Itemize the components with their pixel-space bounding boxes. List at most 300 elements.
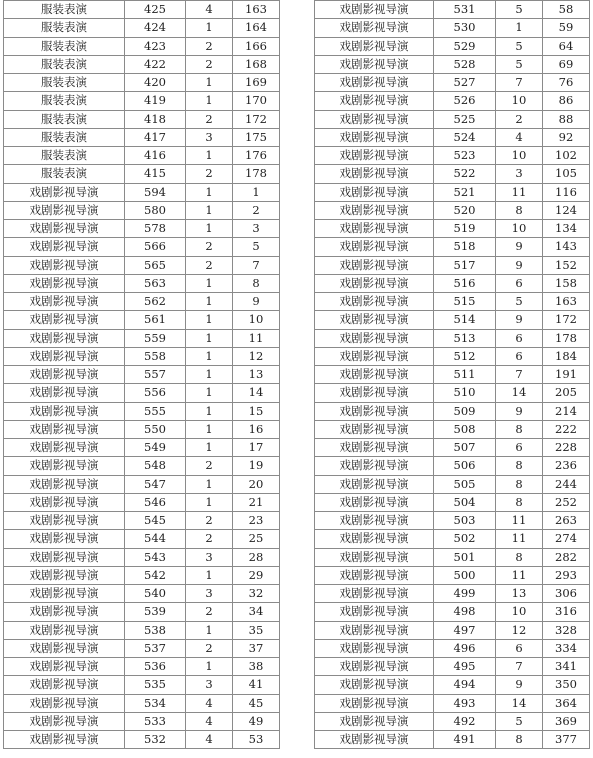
major-cell: 戏剧影视导演	[315, 92, 434, 110]
count-cell: 1	[186, 384, 233, 402]
major-cell: 戏剧影视导演	[4, 731, 125, 749]
count-cell: 2	[186, 457, 233, 475]
cumulative-cell: 236	[543, 457, 590, 475]
table-row	[315, 530, 590, 548]
score-cell: 518	[434, 238, 496, 256]
table-row	[315, 19, 590, 37]
table-row	[4, 74, 280, 92]
table-row	[4, 19, 280, 37]
cumulative-cell: 164	[233, 19, 280, 37]
count-cell: 1	[186, 475, 233, 493]
major-cell: 戏剧影视导演	[315, 147, 434, 165]
cumulative-cell: 163	[543, 293, 590, 311]
count-cell: 11	[496, 183, 543, 201]
major-cell: 戏剧影视导演	[4, 530, 125, 548]
table-row	[315, 201, 590, 219]
major-cell: 戏剧影视导演	[4, 566, 125, 584]
major-cell: 戏剧影视导演	[4, 402, 125, 420]
score-cell: 536	[125, 658, 186, 676]
table-row	[315, 92, 590, 110]
major-cell: 戏剧影视导演	[315, 1, 434, 19]
table-row	[315, 347, 590, 365]
major-cell: 戏剧影视导演	[4, 493, 125, 511]
major-cell: 戏剧影视导演	[4, 384, 125, 402]
major-cell: 戏剧影视导演	[4, 512, 125, 530]
score-cell: 513	[434, 329, 496, 347]
cumulative-cell: 25	[233, 530, 280, 548]
cumulative-cell: 184	[543, 347, 590, 365]
count-cell: 1	[186, 201, 233, 219]
major-cell: 戏剧影视导演	[4, 366, 125, 384]
table-row	[4, 37, 280, 55]
table-row	[4, 1, 280, 19]
cumulative-cell: 76	[543, 74, 590, 92]
score-cell: 512	[434, 347, 496, 365]
cumulative-cell: 9	[233, 293, 280, 311]
cumulative-cell: 12	[233, 347, 280, 365]
count-cell: 9	[496, 238, 543, 256]
score-cell: 529	[434, 37, 496, 55]
major-cell: 戏剧影视导演	[315, 712, 434, 730]
cumulative-cell: 169	[233, 74, 280, 92]
score-cell: 515	[434, 293, 496, 311]
count-cell: 1	[186, 293, 233, 311]
major-cell: 戏剧影视导演	[4, 311, 125, 329]
major-cell: 戏剧影视导演	[315, 311, 434, 329]
score-cell: 523	[434, 147, 496, 165]
table-row	[315, 512, 590, 530]
major-cell: 戏剧影视导演	[4, 658, 125, 676]
cumulative-cell: 205	[543, 384, 590, 402]
table-row	[315, 475, 590, 493]
cumulative-cell: 102	[543, 147, 590, 165]
table-row	[315, 366, 590, 384]
major-cell: 服装表演	[4, 74, 125, 92]
count-cell: 1	[186, 566, 233, 584]
score-cell: 422	[125, 55, 186, 73]
cumulative-cell: 191	[543, 366, 590, 384]
count-cell: 2	[186, 238, 233, 256]
table-row	[4, 658, 280, 676]
major-cell: 戏剧影视导演	[4, 238, 125, 256]
score-cell: 539	[125, 603, 186, 621]
score-cell: 493	[434, 694, 496, 712]
major-cell: 戏剧影视导演	[4, 183, 125, 201]
major-cell: 戏剧影视导演	[4, 293, 125, 311]
score-cell: 521	[434, 183, 496, 201]
major-cell: 戏剧影视导演	[4, 201, 125, 219]
score-cell: 530	[434, 19, 496, 37]
table-row	[315, 183, 590, 201]
major-cell: 戏剧影视导演	[315, 384, 434, 402]
table-row	[315, 311, 590, 329]
score-cell: 492	[434, 712, 496, 730]
score-cell: 533	[125, 712, 186, 730]
score-cell: 557	[125, 366, 186, 384]
table-row	[315, 384, 590, 402]
score-cell: 545	[125, 512, 186, 530]
cumulative-cell: 58	[543, 1, 590, 19]
count-cell: 7	[496, 366, 543, 384]
major-cell: 戏剧影视导演	[315, 165, 434, 183]
cumulative-cell: 163	[233, 1, 280, 19]
cumulative-cell: 263	[543, 512, 590, 530]
cumulative-cell: 59	[543, 19, 590, 37]
cumulative-cell: 172	[233, 110, 280, 128]
major-cell: 戏剧影视导演	[315, 603, 434, 621]
score-cell: 504	[434, 493, 496, 511]
major-cell: 戏剧影视导演	[315, 238, 434, 256]
cumulative-cell: 170	[233, 92, 280, 110]
major-cell: 戏剧影视导演	[4, 694, 125, 712]
major-cell: 戏剧影视导演	[4, 712, 125, 730]
score-cell: 555	[125, 402, 186, 420]
score-cell: 578	[125, 220, 186, 238]
count-cell: 4	[186, 694, 233, 712]
table-row	[315, 147, 590, 165]
table-row	[315, 603, 590, 621]
score-cell: 516	[434, 274, 496, 292]
count-cell: 5	[496, 712, 543, 730]
count-cell: 5	[496, 55, 543, 73]
count-cell: 9	[496, 402, 543, 420]
score-cell: 416	[125, 147, 186, 165]
major-cell: 戏剧影视导演	[315, 585, 434, 603]
cumulative-cell: 124	[543, 201, 590, 219]
cumulative-cell: 328	[543, 621, 590, 639]
table-row	[315, 55, 590, 73]
count-cell: 2	[186, 639, 233, 657]
table-row	[4, 512, 280, 530]
count-cell: 3	[186, 676, 233, 694]
table-row	[315, 274, 590, 292]
table-row	[315, 548, 590, 566]
cumulative-cell: 29	[233, 566, 280, 584]
score-cell: 508	[434, 420, 496, 438]
table-row	[315, 621, 590, 639]
major-cell: 服装表演	[4, 165, 125, 183]
count-cell: 1	[186, 147, 233, 165]
cumulative-cell: 1	[233, 183, 280, 201]
cumulative-cell: 21	[233, 493, 280, 511]
major-cell: 戏剧影视导演	[4, 548, 125, 566]
major-cell: 戏剧影视导演	[4, 420, 125, 438]
major-cell: 戏剧影视导演	[315, 676, 434, 694]
score-cell: 556	[125, 384, 186, 402]
score-cell: 538	[125, 621, 186, 639]
score-cell: 543	[125, 548, 186, 566]
table-row	[315, 165, 590, 183]
score-cell: 594	[125, 183, 186, 201]
count-cell: 2	[186, 256, 233, 274]
cumulative-cell: 158	[543, 274, 590, 292]
count-cell: 13	[496, 585, 543, 603]
score-cell: 520	[434, 201, 496, 219]
cumulative-cell: 252	[543, 493, 590, 511]
major-cell: 戏剧影视导演	[315, 329, 434, 347]
table-row	[315, 37, 590, 55]
table-row	[315, 1, 590, 19]
cumulative-cell: 377	[543, 731, 590, 749]
count-cell: 2	[186, 530, 233, 548]
score-cell: 522	[434, 165, 496, 183]
score-cell: 563	[125, 274, 186, 292]
major-cell: 戏剧影视导演	[315, 220, 434, 238]
cumulative-cell: 86	[543, 92, 590, 110]
major-cell: 戏剧影视导演	[315, 694, 434, 712]
score-cell: 527	[434, 74, 496, 92]
cumulative-cell: 166	[233, 37, 280, 55]
cumulative-cell: 244	[543, 475, 590, 493]
major-cell: 服装表演	[4, 1, 125, 19]
score-cell: 491	[434, 731, 496, 749]
table-row	[4, 420, 280, 438]
cumulative-cell: 350	[543, 676, 590, 694]
cumulative-cell: 172	[543, 311, 590, 329]
count-cell: 6	[496, 439, 543, 457]
major-cell: 戏剧影视导演	[315, 639, 434, 657]
major-cell: 戏剧影视导演	[4, 256, 125, 274]
major-cell: 服装表演	[4, 37, 125, 55]
cumulative-cell: 316	[543, 603, 590, 621]
major-cell: 戏剧影视导演	[315, 731, 434, 749]
score-cell: 546	[125, 493, 186, 511]
table-row	[4, 347, 280, 365]
count-cell: 6	[496, 639, 543, 657]
score-cell: 499	[434, 585, 496, 603]
count-cell: 8	[496, 457, 543, 475]
table-row	[4, 566, 280, 584]
table-row	[315, 420, 590, 438]
count-cell: 1	[186, 19, 233, 37]
cumulative-cell: 176	[233, 147, 280, 165]
table-row	[4, 676, 280, 694]
cumulative-cell: 3	[233, 220, 280, 238]
cumulative-cell: 69	[543, 55, 590, 73]
table-row	[4, 220, 280, 238]
cumulative-cell: 222	[543, 420, 590, 438]
count-cell: 1	[496, 19, 543, 37]
count-cell: 1	[186, 402, 233, 420]
cumulative-cell: 2	[233, 201, 280, 219]
table-row	[4, 329, 280, 347]
score-cell: 497	[434, 621, 496, 639]
count-cell: 7	[496, 658, 543, 676]
table-row	[4, 493, 280, 511]
score-cell: 524	[434, 128, 496, 146]
table-row	[4, 165, 280, 183]
count-cell: 6	[496, 274, 543, 292]
count-cell: 3	[496, 165, 543, 183]
count-cell: 10	[496, 92, 543, 110]
major-cell: 戏剧影视导演	[315, 19, 434, 37]
major-cell: 戏剧影视导演	[315, 566, 434, 584]
score-cell: 509	[434, 402, 496, 420]
table-row	[4, 201, 280, 219]
table-row	[4, 256, 280, 274]
score-cell: 418	[125, 110, 186, 128]
major-cell: 服装表演	[4, 19, 125, 37]
table-row	[315, 128, 590, 146]
score-cell: 500	[434, 566, 496, 584]
cumulative-cell: 341	[543, 658, 590, 676]
major-cell: 戏剧影视导演	[315, 110, 434, 128]
major-cell: 戏剧影视导演	[315, 420, 434, 438]
score-cell: 507	[434, 439, 496, 457]
score-cell: 580	[125, 201, 186, 219]
count-cell: 2	[186, 110, 233, 128]
count-cell: 1	[186, 92, 233, 110]
score-cell: 561	[125, 311, 186, 329]
cumulative-cell: 7	[233, 256, 280, 274]
cumulative-cell: 16	[233, 420, 280, 438]
major-cell: 戏剧影视导演	[315, 74, 434, 92]
cumulative-cell: 32	[233, 585, 280, 603]
count-cell: 11	[496, 530, 543, 548]
cumulative-cell: 178	[543, 329, 590, 347]
cumulative-cell: 175	[233, 128, 280, 146]
major-cell: 戏剧影视导演	[4, 274, 125, 292]
score-table-right-body	[315, 1, 590, 749]
score-cell: 517	[434, 256, 496, 274]
score-cell: 544	[125, 530, 186, 548]
cumulative-cell: 23	[233, 512, 280, 530]
cumulative-cell: 8	[233, 274, 280, 292]
score-cell: 419	[125, 92, 186, 110]
table-row	[315, 566, 590, 584]
major-cell: 戏剧影视导演	[315, 366, 434, 384]
cumulative-cell: 105	[543, 165, 590, 183]
count-cell: 9	[496, 311, 543, 329]
cumulative-cell: 152	[543, 256, 590, 274]
major-cell: 服装表演	[4, 110, 125, 128]
score-table-left-body	[4, 1, 280, 749]
score-cell: 537	[125, 639, 186, 657]
major-cell: 戏剧影视导演	[4, 220, 125, 238]
score-cell: 549	[125, 439, 186, 457]
major-cell: 服装表演	[4, 92, 125, 110]
cumulative-cell: 143	[543, 238, 590, 256]
major-cell: 戏剧影视导演	[4, 347, 125, 365]
table-row	[315, 457, 590, 475]
score-table-left	[3, 0, 280, 749]
cumulative-cell: 45	[233, 694, 280, 712]
count-cell: 1	[186, 439, 233, 457]
count-cell: 10	[496, 603, 543, 621]
major-cell: 戏剧影视导演	[4, 585, 125, 603]
score-cell: 547	[125, 475, 186, 493]
cumulative-cell: 49	[233, 712, 280, 730]
cumulative-cell: 20	[233, 475, 280, 493]
cumulative-cell: 15	[233, 402, 280, 420]
score-cell: 548	[125, 457, 186, 475]
score-cell: 562	[125, 293, 186, 311]
score-cell: 420	[125, 74, 186, 92]
cumulative-cell: 13	[233, 366, 280, 384]
score-cell: 417	[125, 128, 186, 146]
count-cell: 1	[186, 220, 233, 238]
table-row	[315, 238, 590, 256]
count-cell: 1	[186, 329, 233, 347]
table-row	[4, 293, 280, 311]
score-table-right	[314, 0, 590, 749]
count-cell: 4	[496, 128, 543, 146]
major-cell: 戏剧影视导演	[4, 457, 125, 475]
table-row	[4, 530, 280, 548]
count-cell: 1	[186, 420, 233, 438]
count-cell: 1	[186, 311, 233, 329]
table-row	[4, 402, 280, 420]
count-cell: 4	[186, 1, 233, 19]
major-cell: 戏剧影视导演	[315, 274, 434, 292]
count-cell: 2	[186, 603, 233, 621]
major-cell: 戏剧影视导演	[315, 128, 434, 146]
count-cell: 14	[496, 384, 543, 402]
count-cell: 1	[186, 274, 233, 292]
major-cell: 戏剧影视导演	[4, 639, 125, 657]
cumulative-cell: 41	[233, 676, 280, 694]
count-cell: 1	[186, 74, 233, 92]
cumulative-cell: 19	[233, 457, 280, 475]
table-row	[315, 439, 590, 457]
table-row	[4, 475, 280, 493]
cumulative-cell: 37	[233, 639, 280, 657]
cumulative-cell: 282	[543, 548, 590, 566]
score-cell: 506	[434, 457, 496, 475]
score-cell: 423	[125, 37, 186, 55]
cumulative-cell: 10	[233, 311, 280, 329]
cumulative-cell: 334	[543, 639, 590, 657]
count-cell: 1	[186, 347, 233, 365]
table-row	[4, 274, 280, 292]
major-cell: 戏剧影视导演	[4, 475, 125, 493]
major-cell: 服装表演	[4, 55, 125, 73]
table-row	[315, 110, 590, 128]
cumulative-cell: 28	[233, 548, 280, 566]
cumulative-cell: 178	[233, 165, 280, 183]
major-cell: 戏剧影视导演	[4, 603, 125, 621]
table-row	[315, 220, 590, 238]
score-cell: 535	[125, 676, 186, 694]
table-row	[4, 55, 280, 73]
table-row	[4, 694, 280, 712]
cumulative-cell: 228	[543, 439, 590, 457]
cumulative-cell: 306	[543, 585, 590, 603]
table-row	[4, 311, 280, 329]
major-cell: 服装表演	[4, 147, 125, 165]
count-cell: 9	[496, 676, 543, 694]
table-row	[4, 92, 280, 110]
count-cell: 9	[496, 256, 543, 274]
table-row	[315, 74, 590, 92]
major-cell: 戏剧影视导演	[315, 55, 434, 73]
major-cell: 戏剧影视导演	[315, 475, 434, 493]
cumulative-cell: 34	[233, 603, 280, 621]
score-cell: 526	[434, 92, 496, 110]
cumulative-cell: 116	[543, 183, 590, 201]
cumulative-cell: 53	[233, 731, 280, 749]
cumulative-cell: 17	[233, 439, 280, 457]
major-cell: 戏剧影视导演	[315, 512, 434, 530]
cumulative-cell: 293	[543, 566, 590, 584]
count-cell: 3	[186, 548, 233, 566]
count-cell: 10	[496, 220, 543, 238]
count-cell: 2	[186, 55, 233, 73]
table-row	[315, 676, 590, 694]
cumulative-cell: 88	[543, 110, 590, 128]
count-cell: 2	[186, 165, 233, 183]
score-cell: 511	[434, 366, 496, 384]
